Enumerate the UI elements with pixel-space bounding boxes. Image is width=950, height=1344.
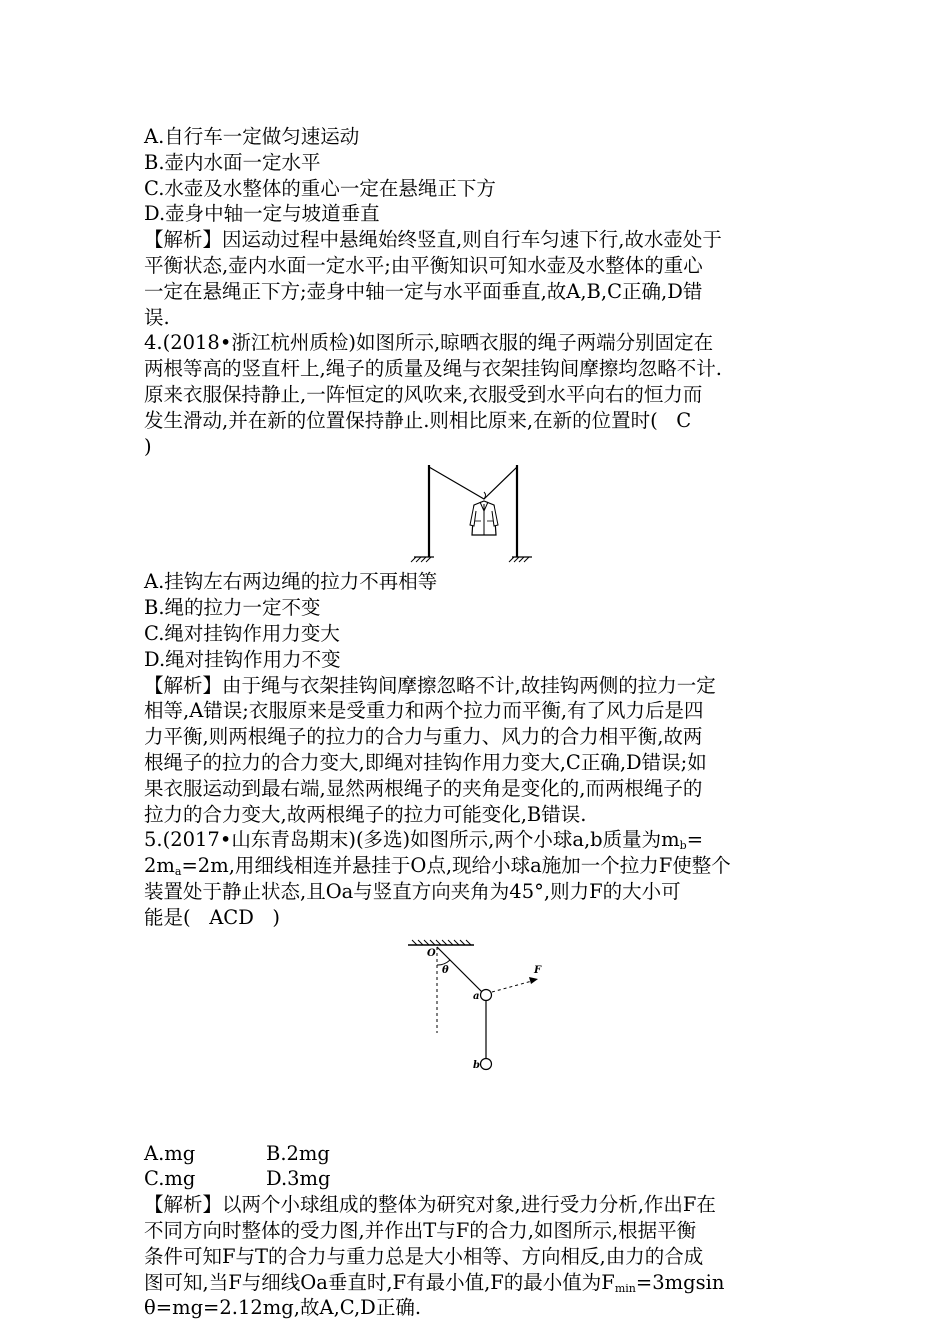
- q5-analysis-line: 不同方向时整体的受力图,并作出T与F的合力,如图所示,根据平衡: [144, 1218, 697, 1242]
- label-theta: θ: [442, 964, 449, 976]
- q5-analysis-line: θ=mg=2.12mg,故A,C,D正确.: [144, 1296, 422, 1320]
- q5-analysis-line: 图可知,当F与细线Oa垂直时,F有最小值,F的最小值为$F_{min}=3mgsin$: [144, 1270, 725, 1295]
- label-f: F: [534, 964, 542, 976]
- coat-icon: [470, 501, 498, 535]
- q5-stem-line: $2m_a=2m$,用细线相连并悬挂于O点,现给小球a施加一个拉力F使整个: [144, 854, 731, 879]
- q5-stem-line: 能是( ACD ): [144, 905, 281, 929]
- q5-option-c: C.mg: [144, 1167, 196, 1191]
- q5-figure: [144, 931, 812, 1141]
- q4-option-b: B.绳的拉力一定不变: [144, 596, 321, 620]
- force-f-arrow: [492, 981, 532, 992]
- ball-a: [481, 989, 492, 1000]
- q4-option-a: A.挂钩左右两边绳的拉力不再相等: [144, 570, 438, 594]
- q4-figure: [144, 459, 812, 569]
- pendulum-diagram: [144, 931, 812, 1141]
- q3-analysis-line: 一定在悬绳正下方;壶身中轴一定与水平面垂直,故A,B,C正确,D错: [144, 279, 703, 303]
- q4-stem-line: ): [144, 434, 152, 458]
- q5-analysis-line: 条件可知F与T的合力与重力总是大小相等、方向相反,由力的合成: [144, 1244, 704, 1268]
- q4-option-d: D.绳对挂钩作用力不变: [144, 647, 341, 671]
- q4-stem-line: 发生滑动,并在新的位置保持静止.则相比原来,在新的位置时( C: [144, 408, 692, 432]
- arrow-head-icon: [529, 977, 538, 984]
- q4-analysis-line: 根绳子的拉力的合力变大,即绳对挂钩作用力变大,C正确,D错误;如: [144, 750, 707, 774]
- q5-option-a: A.mg: [144, 1141, 196, 1165]
- q5-options-row: [144, 1141, 812, 1167]
- q5-stem-line: 装置处于静止状态,且Oa与竖直方向夹角为45°,则力F的大小可: [144, 879, 681, 903]
- q3-analysis-line: 【解析】因运动过程中悬绳始终竖直,则自行车匀速下行,故水壶处于: [144, 228, 722, 252]
- q5-option-b: B.2mg: [266, 1141, 330, 1165]
- q3-option-b: B.壶内水面一定水平: [144, 150, 321, 174]
- q4-stem-line: 两根等高的竖直杆上,绳子的质量及绳与衣架挂钩间摩擦均忽略不计.: [144, 357, 722, 381]
- q3-analysis-line: 平衡状态,壶内水面一定水平;由平衡知识可知水壶及水整体的重心: [144, 253, 703, 277]
- q4-option-c: C.绳对挂钩作用力变大: [144, 621, 340, 645]
- q3-analysis-line: 误.: [144, 305, 170, 329]
- document-page: [144, 124, 812, 1321]
- q4-analysis-line: 拉力的合力变大,故两根绳子的拉力可能变化,B错误.: [144, 802, 587, 826]
- q4-stem-line: 4.(2018•浙江杭州质检)如图所示,晾晒衣服的绳子两端分别固定在: [144, 331, 714, 355]
- label-b: b: [473, 1059, 480, 1071]
- q4-analysis-line: 【解析】由于绳与衣架挂钩间摩擦忽略不计,故挂钩两侧的拉力一定: [144, 673, 716, 697]
- label-o: O: [427, 947, 436, 959]
- q5-options-row: [144, 1166, 812, 1192]
- q4-analysis-line: 果衣服运动到最右端,显然两根绳子的夹角是变化的,而两根绳子的: [144, 776, 703, 800]
- q5-analysis-line: 【解析】以两个小球组成的整体为研究对象,进行受力分析,作出F在: [144, 1193, 716, 1217]
- q4-analysis-line: 力平衡,则两根绳子的拉力的合力与重力、风力的合力相平衡,故两: [144, 725, 703, 749]
- q4-analysis-line: 相等,A错误;衣服原来是受重力和两个拉力而平衡,有了风力后是四: [144, 699, 704, 723]
- label-a: a: [473, 990, 480, 1002]
- ball-b: [481, 1058, 492, 1069]
- q3-option-a: A.自行车一定做匀速运动: [144, 125, 360, 148]
- clothesline-diagram: [144, 459, 812, 569]
- q3-option-c: C.水壶及水整体的重心一定在悬绳正下方: [144, 176, 496, 200]
- rope: [429, 467, 517, 499]
- q5-stem-line: 5.(2017•山东青岛期末)(多选)如图所示,两个小球a,b质量为$m_b=$: [144, 828, 704, 853]
- q3-option-d: D.壶身中轴一定与坡道垂直: [144, 202, 380, 226]
- q4-stem-line: 原来衣服保持静止,一阵恒定的风吹来,衣服受到水平向右的恒力而: [144, 382, 703, 406]
- q5-option-d: D.3mg: [266, 1167, 331, 1191]
